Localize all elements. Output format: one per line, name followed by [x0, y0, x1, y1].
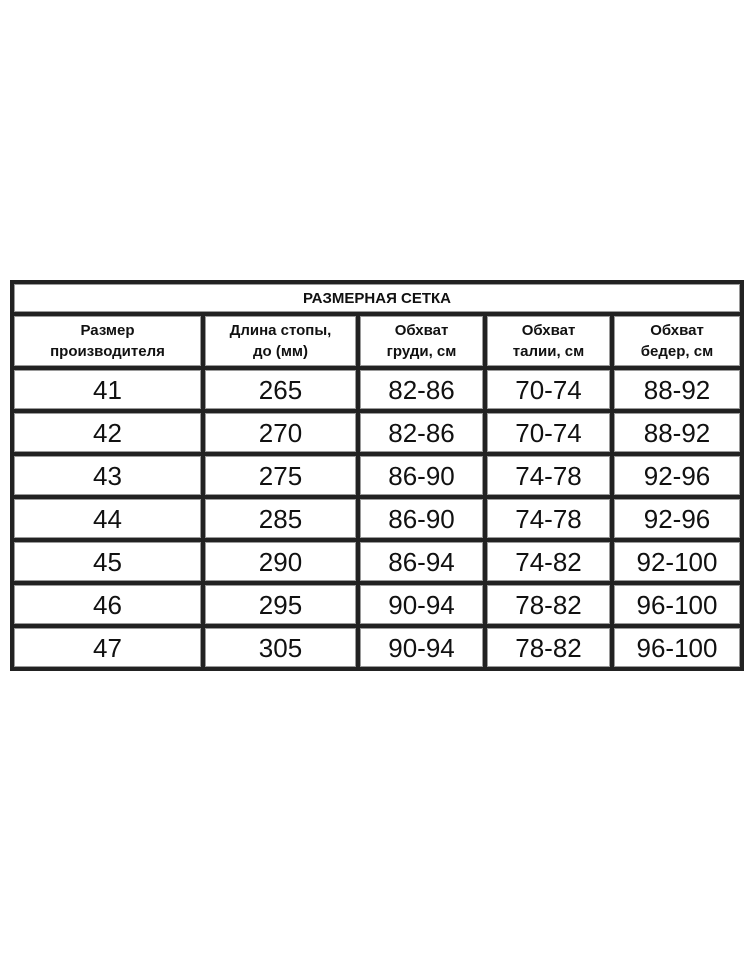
table-title-row	[12, 282, 742, 314]
table-cell: 42	[12, 411, 203, 454]
table-cell: 92-100	[612, 540, 742, 583]
table-cell: 290	[203, 540, 358, 583]
table-cell: 295	[203, 583, 358, 626]
table-row	[12, 497, 742, 540]
header-label: Обхват	[394, 322, 449, 339]
table-cell: 270	[203, 411, 358, 454]
table-cell: 90-94	[358, 583, 485, 626]
table-cell: 78-82	[485, 626, 612, 669]
header-label: груди, см	[386, 343, 457, 360]
header-label: бедер, см	[640, 343, 714, 360]
header-label: Обхват	[650, 322, 704, 339]
header-label: до (мм)	[252, 343, 309, 360]
table-cell: 96-100	[612, 583, 742, 626]
table-cell: 275	[203, 454, 358, 497]
table-title: РАЗМЕРНАЯ СЕТКА	[12, 282, 742, 314]
table-cell: 86-90	[358, 454, 485, 497]
header-manufacturer-size	[12, 314, 203, 368]
table-cell: 74-82	[485, 540, 612, 583]
table-cell: 70-74	[485, 368, 612, 411]
header-label: Размер	[80, 322, 135, 339]
table-cell: 90-94	[358, 626, 485, 669]
table-cell: 74-78	[485, 454, 612, 497]
header-hips	[612, 314, 742, 368]
table-cell: 70-74	[485, 411, 612, 454]
header-label: талии, см	[512, 343, 585, 360]
table-cell: 43	[12, 454, 203, 497]
header-waist	[485, 314, 612, 368]
table-cell: 45	[12, 540, 203, 583]
table-cell: 285	[203, 497, 358, 540]
table-cell: 78-82	[485, 583, 612, 626]
table-cell: 46	[12, 583, 203, 626]
header-label: Обхват	[521, 322, 576, 339]
table-header-row	[12, 314, 742, 368]
table-row	[12, 368, 742, 411]
table-cell: 74-78	[485, 497, 612, 540]
header-chest	[358, 314, 485, 368]
table-cell: 92-96	[612, 454, 742, 497]
table-cell: 88-92	[612, 411, 742, 454]
table-cell: 41	[12, 368, 203, 411]
table-cell: 47	[12, 626, 203, 669]
header-label: производителя	[50, 343, 165, 360]
table-cell: 88-92	[612, 368, 742, 411]
header-label: Длина стопы,	[229, 322, 332, 339]
table-row	[12, 626, 742, 669]
table-cell: 92-96	[612, 497, 742, 540]
header-foot-length	[203, 314, 358, 368]
size-chart-table	[10, 280, 744, 671]
table-cell: 86-94	[358, 540, 485, 583]
table-cell: 265	[203, 368, 358, 411]
table-cell: 305	[203, 626, 358, 669]
table-row	[12, 454, 742, 497]
table-cell: 86-90	[358, 497, 485, 540]
table-cell: 96-100	[612, 626, 742, 669]
table-row	[12, 583, 742, 626]
table-cell: 44	[12, 497, 203, 540]
table-row	[12, 540, 742, 583]
table-cell: 82-86	[358, 411, 485, 454]
table-row	[12, 411, 742, 454]
table-cell: 82-86	[358, 368, 485, 411]
